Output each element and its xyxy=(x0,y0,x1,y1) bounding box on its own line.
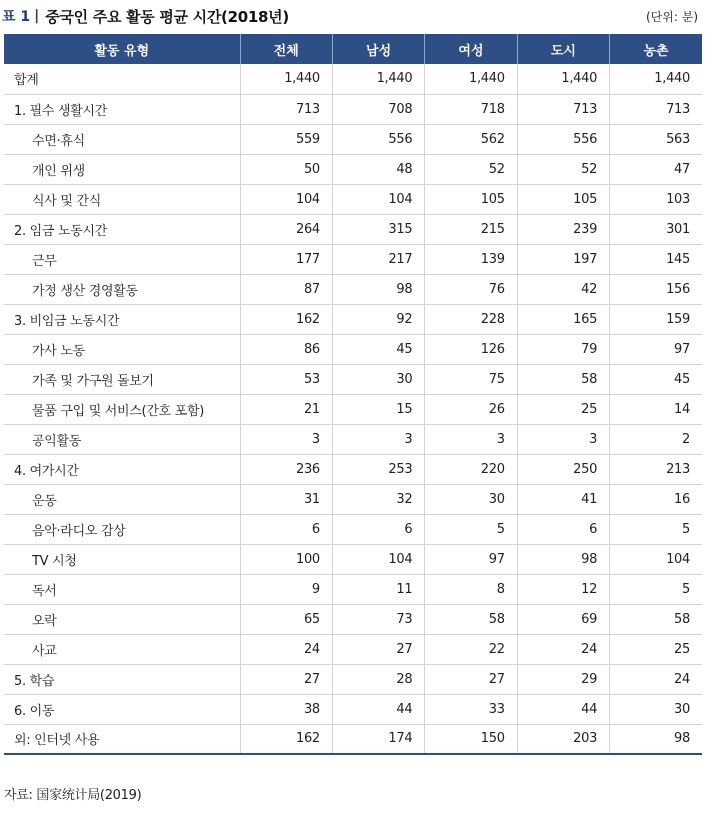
cell-value: 98 xyxy=(610,724,702,754)
cell-value: 104 xyxy=(332,544,424,574)
cell-value: 713 xyxy=(610,94,702,124)
row-label: 공익활동 xyxy=(4,424,240,454)
cell-value: 150 xyxy=(425,724,517,754)
table-row xyxy=(4,274,702,304)
cell-value: 12 xyxy=(517,574,609,604)
cell-value: 105 xyxy=(425,184,517,214)
cell-value: 126 xyxy=(425,334,517,364)
cell-value: 2 xyxy=(610,424,702,454)
row-label: 식사 및 간식 xyxy=(4,184,240,214)
cell-value: 53 xyxy=(240,364,332,394)
cell-value: 38 xyxy=(240,694,332,724)
row-label: 물품 구입 및 서비스(간호 포함) xyxy=(4,394,240,424)
cell-value: 250 xyxy=(517,454,609,484)
table-row xyxy=(4,424,702,454)
cell-value: 97 xyxy=(610,334,702,364)
cell-value: 25 xyxy=(517,394,609,424)
cell-value: 22 xyxy=(425,634,517,664)
table-caption xyxy=(2,4,702,28)
cell-value: 11 xyxy=(332,574,424,604)
cell-value: 3 xyxy=(425,424,517,454)
cell-value: 104 xyxy=(240,184,332,214)
cell-value: 220 xyxy=(425,454,517,484)
row-label: 음악·라디오 감상 xyxy=(4,514,240,544)
table-row xyxy=(4,544,702,574)
table-row xyxy=(4,634,702,664)
cell-value: 24 xyxy=(240,634,332,664)
row-label: 수면·휴식 xyxy=(4,124,240,154)
cell-value: 217 xyxy=(332,244,424,274)
cell-value: 6 xyxy=(240,514,332,544)
source-note: 자료: 国家统计局(2019) xyxy=(4,788,142,803)
cell-value: 29 xyxy=(517,664,609,694)
header-rural: 농촌 xyxy=(610,34,702,64)
table-row xyxy=(4,574,702,604)
cell-value: 50 xyxy=(240,154,332,184)
table-row xyxy=(4,364,702,394)
cell-value: 65 xyxy=(240,604,332,634)
cell-value: 16 xyxy=(610,484,702,514)
cell-value: 52 xyxy=(517,154,609,184)
cell-value: 98 xyxy=(517,544,609,574)
cell-value: 236 xyxy=(240,454,332,484)
cell-value: 556 xyxy=(332,124,424,154)
cell-value: 1,440 xyxy=(425,64,517,94)
row-label: 외: 인터넷 사용 xyxy=(4,724,240,754)
table-row xyxy=(4,304,702,334)
cell-value: 58 xyxy=(610,604,702,634)
table-row xyxy=(4,334,702,364)
header-total: 전체 xyxy=(240,34,332,64)
cell-value: 8 xyxy=(425,574,517,604)
row-label: 오락 xyxy=(4,604,240,634)
cell-value: 58 xyxy=(425,604,517,634)
cell-value: 27 xyxy=(240,664,332,694)
cell-value: 162 xyxy=(240,724,332,754)
cell-value: 21 xyxy=(240,394,332,424)
cell-value: 563 xyxy=(610,124,702,154)
table-row xyxy=(4,124,702,154)
cell-value: 315 xyxy=(332,214,424,244)
cell-value: 1,440 xyxy=(610,64,702,94)
cell-value: 559 xyxy=(240,124,332,154)
table-row xyxy=(4,214,702,244)
row-label: 6. 이동 xyxy=(4,694,240,724)
cell-value: 58 xyxy=(517,364,609,394)
cell-value: 301 xyxy=(610,214,702,244)
cell-value: 45 xyxy=(332,334,424,364)
cell-value: 174 xyxy=(332,724,424,754)
row-label: 사교 xyxy=(4,634,240,664)
cell-value: 9 xyxy=(240,574,332,604)
cell-value: 25 xyxy=(610,634,702,664)
cell-value: 92 xyxy=(332,304,424,334)
row-label: 가족 및 가구원 돌보기 xyxy=(4,364,240,394)
cell-value: 42 xyxy=(517,274,609,304)
table-row xyxy=(4,604,702,634)
cell-value: 15 xyxy=(332,394,424,424)
cell-value: 718 xyxy=(425,94,517,124)
cell-value: 30 xyxy=(332,364,424,394)
cell-value: 76 xyxy=(425,274,517,304)
cell-value: 197 xyxy=(517,244,609,274)
cell-value: 33 xyxy=(425,694,517,724)
cell-value: 3 xyxy=(517,424,609,454)
header-female: 여성 xyxy=(425,34,517,64)
cell-value: 28 xyxy=(332,664,424,694)
cell-value: 44 xyxy=(517,694,609,724)
cell-value: 203 xyxy=(517,724,609,754)
cell-value: 104 xyxy=(332,184,424,214)
cell-value: 5 xyxy=(610,514,702,544)
cell-value: 44 xyxy=(332,694,424,724)
cell-value: 27 xyxy=(425,664,517,694)
cell-value: 156 xyxy=(610,274,702,304)
row-label: 2. 임금 노동시간 xyxy=(4,214,240,244)
table-number: 표 1 xyxy=(2,9,31,25)
cell-value: 713 xyxy=(517,94,609,124)
cell-value: 69 xyxy=(517,604,609,634)
row-label: 개인 위생 xyxy=(4,154,240,184)
table-header-row xyxy=(4,34,702,64)
cell-value: 1,440 xyxy=(332,64,424,94)
cell-value: 41 xyxy=(517,484,609,514)
cell-value: 30 xyxy=(425,484,517,514)
cell-value: 213 xyxy=(610,454,702,484)
header-activity-type: 활동 유형 xyxy=(4,34,240,64)
row-label: 가정 생산 경영활동 xyxy=(4,274,240,304)
header-urban: 도시 xyxy=(517,34,609,64)
cell-value: 86 xyxy=(240,334,332,364)
cell-value: 79 xyxy=(517,334,609,364)
cell-value: 14 xyxy=(610,394,702,424)
cell-value: 73 xyxy=(332,604,424,634)
cell-value: 1,440 xyxy=(517,64,609,94)
cell-value: 97 xyxy=(425,544,517,574)
cell-value: 139 xyxy=(425,244,517,274)
cell-value: 159 xyxy=(610,304,702,334)
cell-value: 87 xyxy=(240,274,332,304)
table-body xyxy=(4,64,702,754)
cell-value: 162 xyxy=(240,304,332,334)
cell-value: 30 xyxy=(610,694,702,724)
cell-value: 562 xyxy=(425,124,517,154)
table-row xyxy=(4,244,702,274)
cell-value: 177 xyxy=(240,244,332,274)
cell-value: 264 xyxy=(240,214,332,244)
table-title: 중국인 주요 활동 평균 시간(2018년) xyxy=(45,7,289,26)
cell-value: 3 xyxy=(240,424,332,454)
cell-value: 145 xyxy=(610,244,702,274)
cell-value: 32 xyxy=(332,484,424,514)
cell-value: 3 xyxy=(332,424,424,454)
table-row xyxy=(4,154,702,184)
cell-value: 5 xyxy=(610,574,702,604)
caption-divider: | xyxy=(34,8,40,24)
table-row xyxy=(4,484,702,514)
activity-time-table xyxy=(4,34,702,755)
cell-value: 26 xyxy=(425,394,517,424)
cell-value: 5 xyxy=(425,514,517,544)
row-label: 3. 비임금 노동시간 xyxy=(4,304,240,334)
row-label: 근무 xyxy=(4,244,240,274)
cell-value: 27 xyxy=(332,634,424,664)
row-label: 1. 필수 생활시간 xyxy=(4,94,240,124)
row-label: 5. 학습 xyxy=(4,664,240,694)
row-label: 4. 여가시간 xyxy=(4,454,240,484)
cell-value: 1,440 xyxy=(240,64,332,94)
cell-value: 228 xyxy=(425,304,517,334)
row-label: 가사 노동 xyxy=(4,334,240,364)
cell-value: 100 xyxy=(240,544,332,574)
table-row xyxy=(4,64,702,94)
cell-value: 52 xyxy=(425,154,517,184)
table-row xyxy=(4,664,702,694)
cell-value: 105 xyxy=(517,184,609,214)
cell-value: 24 xyxy=(610,664,702,694)
cell-value: 165 xyxy=(517,304,609,334)
cell-value: 713 xyxy=(240,94,332,124)
cell-value: 48 xyxy=(332,154,424,184)
cell-value: 47 xyxy=(610,154,702,184)
cell-value: 215 xyxy=(425,214,517,244)
cell-value: 98 xyxy=(332,274,424,304)
unit-note: (단위: 분) xyxy=(646,9,698,24)
table-row xyxy=(4,184,702,214)
table-row xyxy=(4,724,702,754)
row-label: 독서 xyxy=(4,574,240,604)
row-label: TV 시청 xyxy=(4,544,240,574)
table-row xyxy=(4,94,702,124)
table-row xyxy=(4,454,702,484)
cell-value: 556 xyxy=(517,124,609,154)
cell-value: 104 xyxy=(610,544,702,574)
row-label: 합계 xyxy=(4,64,240,94)
cell-value: 708 xyxy=(332,94,424,124)
cell-value: 6 xyxy=(332,514,424,544)
cell-value: 75 xyxy=(425,364,517,394)
cell-value: 103 xyxy=(610,184,702,214)
table-row xyxy=(4,514,702,544)
table-row xyxy=(4,394,702,424)
row-label: 운동 xyxy=(4,484,240,514)
cell-value: 239 xyxy=(517,214,609,244)
cell-value: 6 xyxy=(517,514,609,544)
cell-value: 253 xyxy=(332,454,424,484)
cell-value: 31 xyxy=(240,484,332,514)
cell-value: 45 xyxy=(610,364,702,394)
header-male: 남성 xyxy=(332,34,424,64)
cell-value: 24 xyxy=(517,634,609,664)
table-row xyxy=(4,694,702,724)
